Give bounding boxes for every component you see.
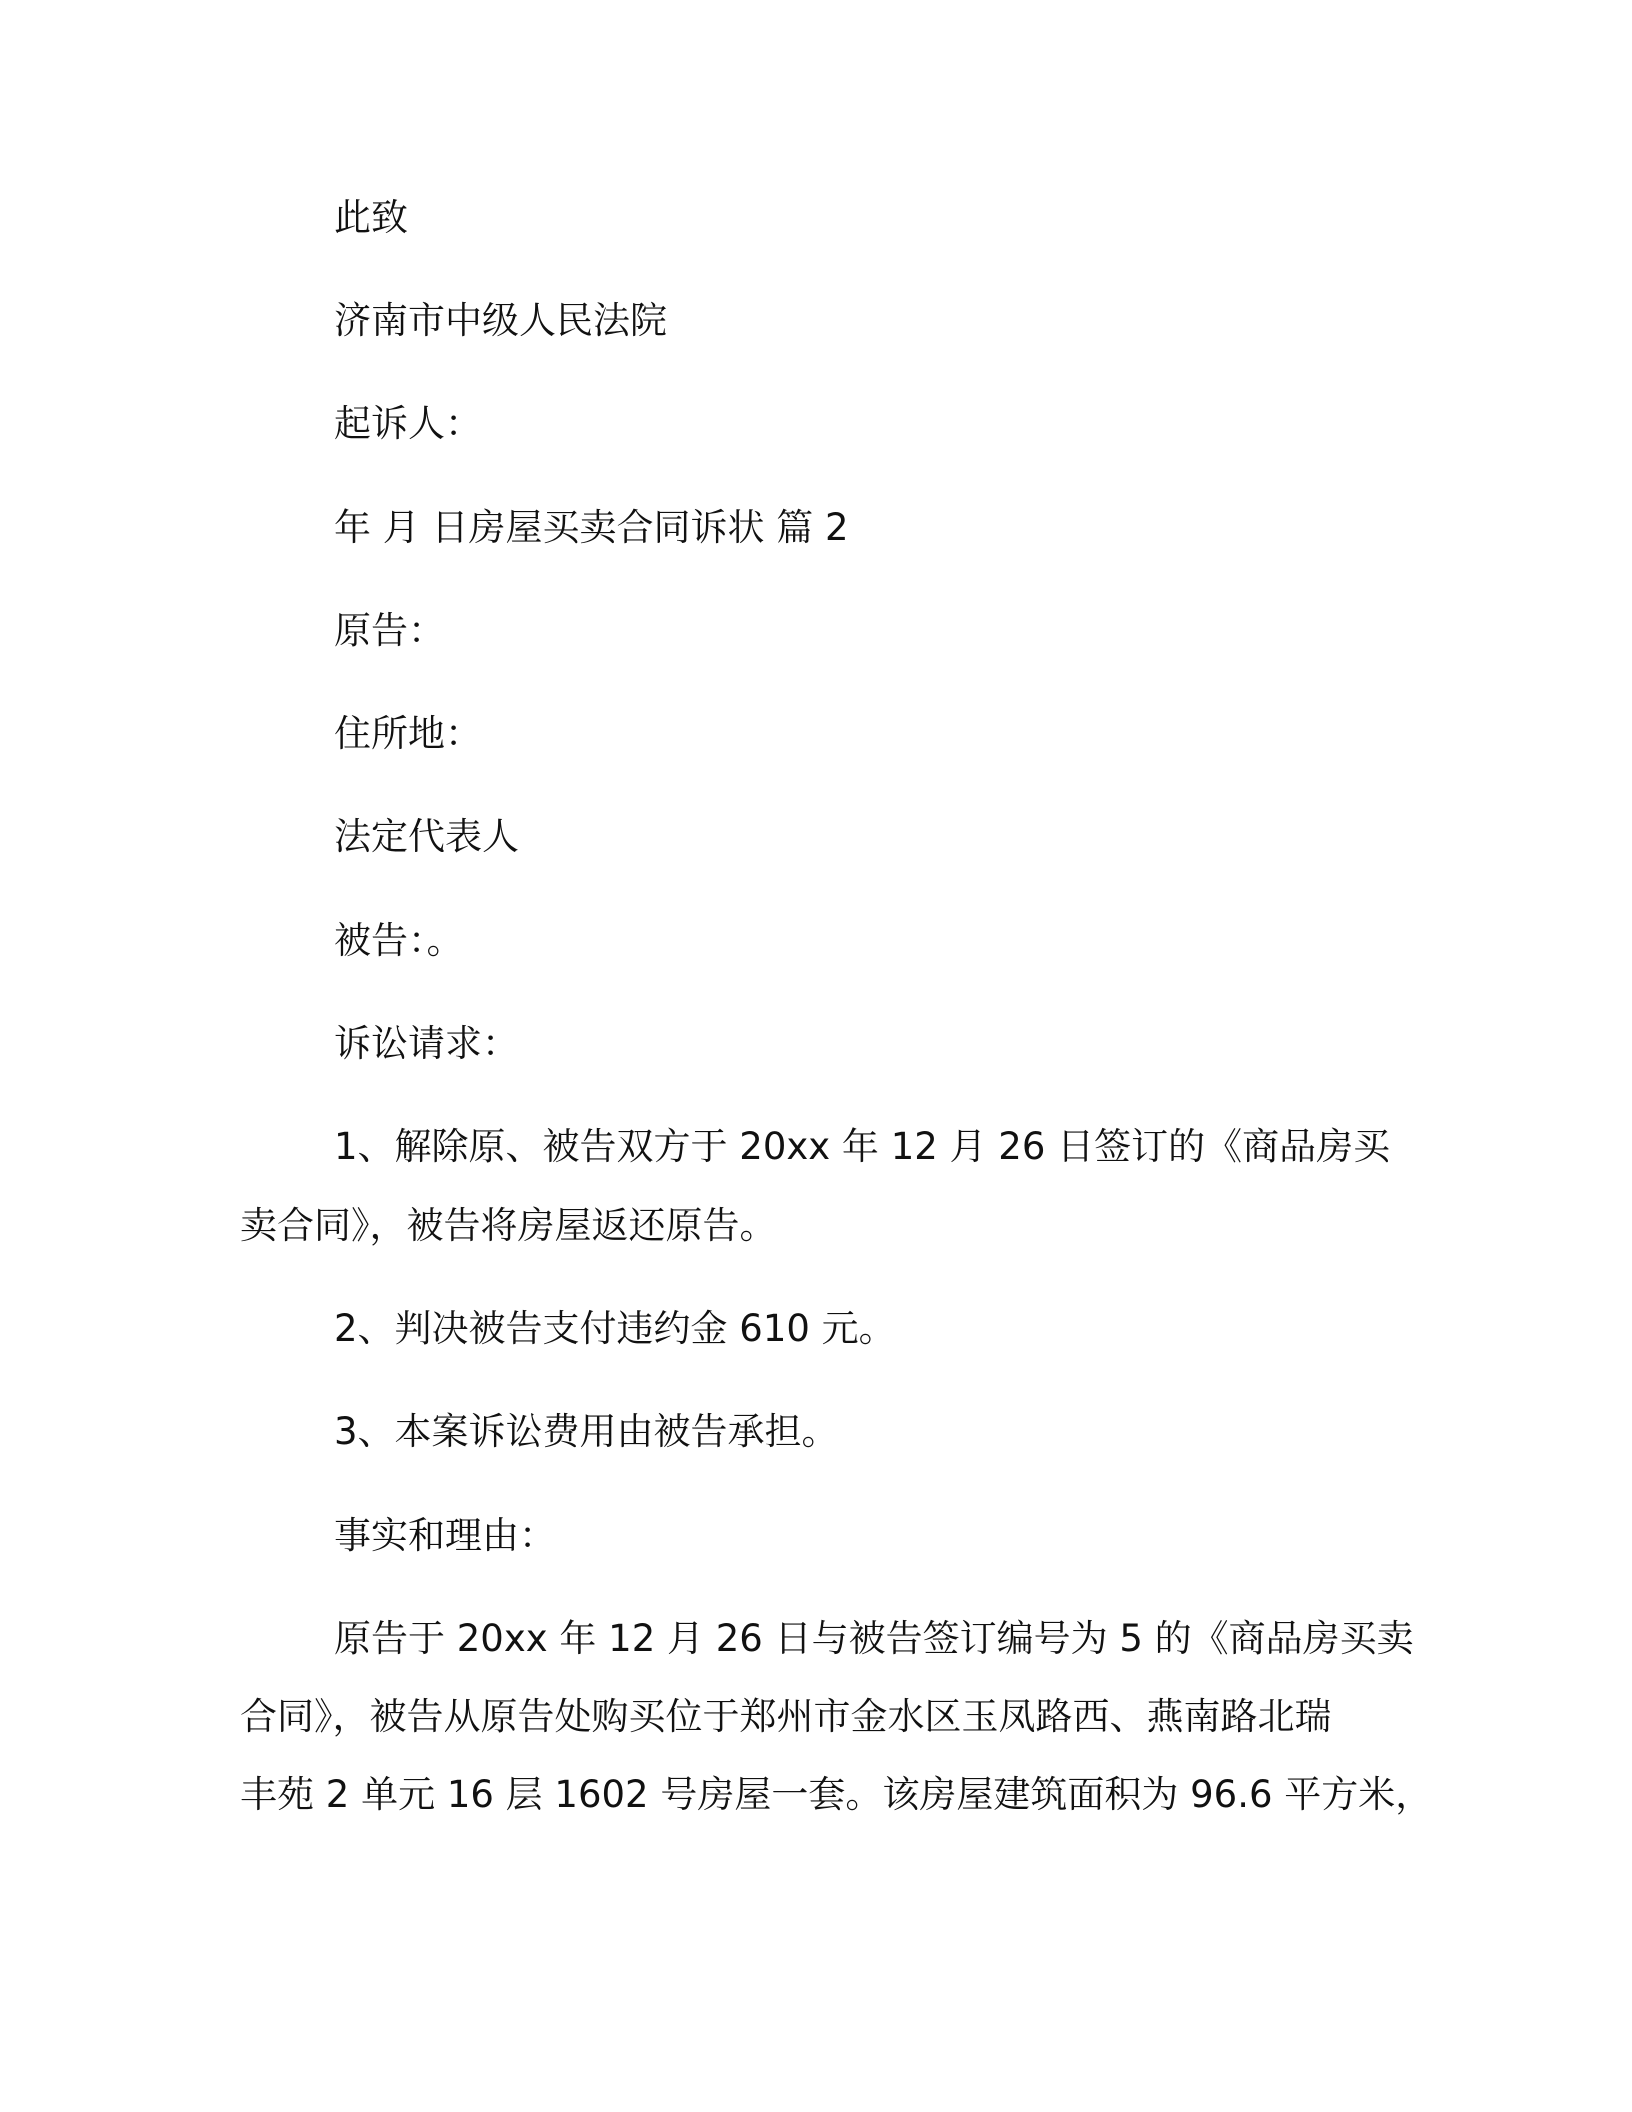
facts-heading: 事实和理由： <box>334 1514 556 1557</box>
facts-line-3: 丰苑 2 单元 16 层 1602 号房屋一套。该房屋建筑面积为 96.6 平方米， <box>240 1773 1433 1816</box>
court-name: 济南市中级人民法院 <box>334 299 667 342</box>
facts-line-1: 原告于 20xx 年 12 月 26 日与被告签订编号为 5 的《商品房买卖 <box>334 1617 1414 1660</box>
facts-line-2: 合同》，被告从原告处购买位于郑州市金水区玉凤路西、燕南路北瑞 <box>240 1695 1332 1738</box>
plaintiff-label: 原告： <box>334 609 445 652</box>
section-heading: 年 月 日房屋买卖合同诉状 篇 2 <box>334 506 849 549</box>
address-label: 住所地： <box>334 712 482 755</box>
claim-1-line-2: 卖合同》，被告将房屋返还原告。 <box>240 1204 777 1247</box>
claim-3: 3、本案诉讼费用由被告承担。 <box>334 1410 839 1453</box>
defendant-label: 被告：。 <box>334 919 464 962</box>
legal-representative-label: 法定代表人 <box>334 815 519 858</box>
plaintiff-signature-label: 起诉人： <box>334 402 482 445</box>
claim-1-line-1: 1、解除原、被告双方于 20xx 年 12 月 26 日签订的《商品房买 <box>334 1125 1391 1168</box>
claim-2: 2、判决被告支付违约金 610 元。 <box>334 1307 896 1350</box>
closing-salutation: 此致 <box>334 196 408 239</box>
claims-heading: 诉讼请求： <box>334 1022 519 1065</box>
